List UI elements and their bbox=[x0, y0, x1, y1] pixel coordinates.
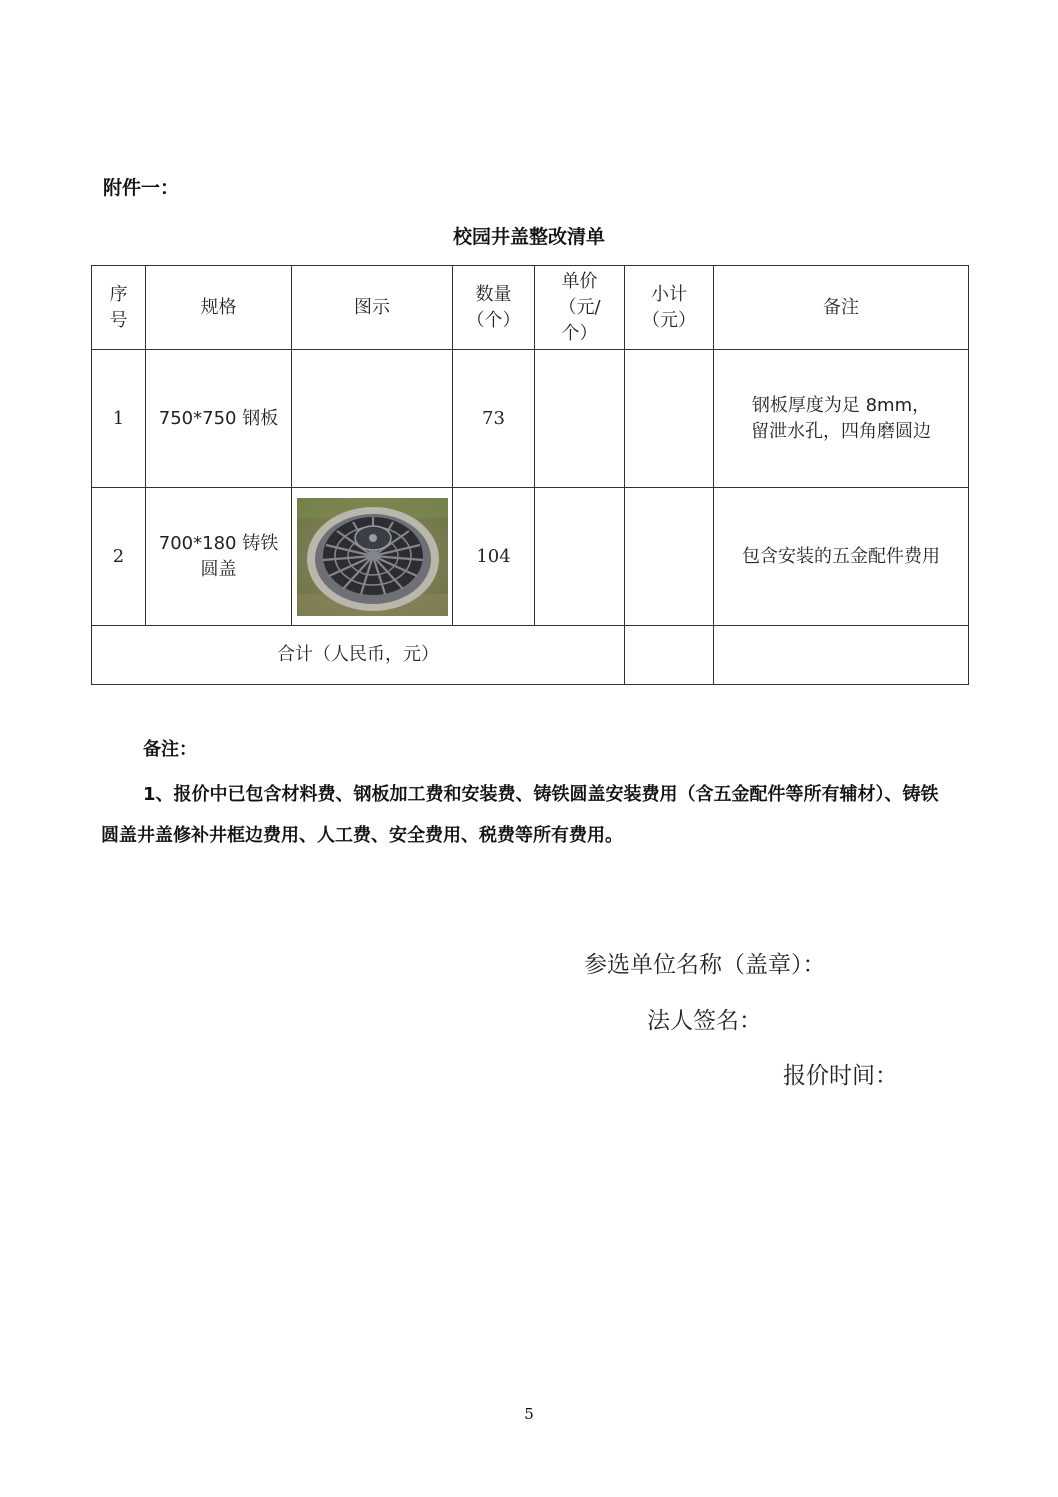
header-unit-price: 单价 （元/ 个） bbox=[535, 266, 625, 350]
row-spec: 700*180 铸铁 圆盖 bbox=[146, 488, 292, 626]
header-subtotal: 小计 （元） bbox=[625, 266, 714, 350]
document-title: 校园井盖整改清单 bbox=[452, 226, 605, 248]
total-subtotal bbox=[625, 626, 714, 685]
total-remark bbox=[714, 626, 969, 685]
signature-unit-name: 参选单位名称（盖章）： bbox=[584, 952, 826, 978]
row-seq: 1 bbox=[92, 350, 146, 488]
table-header-row bbox=[92, 266, 969, 350]
header-remark: 备注 bbox=[714, 266, 969, 350]
row-subtotal bbox=[625, 350, 714, 488]
header-image: 图示 bbox=[292, 266, 453, 350]
cast-iron-cover-photo bbox=[297, 498, 448, 616]
notes-title: 备注： bbox=[143, 739, 197, 760]
header-qty: 数量 （个） bbox=[453, 266, 535, 350]
notes-item: 1、报价中已包含材料费、钢板加工费和安装费、铸铁圆盖安装费用（含五金配件等所有辅材）、铸铁圆盖井盖修补井框边费用、人工费、安全费用、税费等所有费用。 bbox=[101, 784, 939, 846]
row-image bbox=[292, 488, 453, 626]
row-unit-price bbox=[535, 350, 625, 488]
row-remark: 包含安装的五金配件费用 bbox=[714, 488, 969, 626]
row-unit-price bbox=[535, 488, 625, 626]
attachment-label: 附件一： bbox=[103, 177, 180, 199]
row-spec: 750*750 钢板 bbox=[146, 350, 292, 488]
row-subtotal bbox=[625, 488, 714, 626]
signature-legal-rep: 法人签名： bbox=[647, 1008, 762, 1034]
row-qty: 104 bbox=[453, 488, 535, 626]
row-seq: 2 bbox=[92, 488, 146, 626]
row-remark: 钢板厚度为足 8mm， 留泄水孔，四角磨圆边 bbox=[714, 350, 969, 488]
page-number: 5 bbox=[524, 1405, 534, 1423]
header-spec: 规格 bbox=[146, 266, 292, 350]
signature-quote-time: 报价时间： bbox=[783, 1063, 898, 1089]
total-label: 合计（人民币，元） bbox=[92, 626, 625, 685]
table-row bbox=[92, 350, 969, 488]
header-seq: 序 号 bbox=[92, 266, 146, 350]
table-row bbox=[92, 488, 969, 626]
row-qty: 73 bbox=[453, 350, 535, 488]
table-total-row bbox=[92, 626, 969, 685]
quote-table bbox=[91, 265, 969, 685]
row-image bbox=[292, 350, 453, 488]
